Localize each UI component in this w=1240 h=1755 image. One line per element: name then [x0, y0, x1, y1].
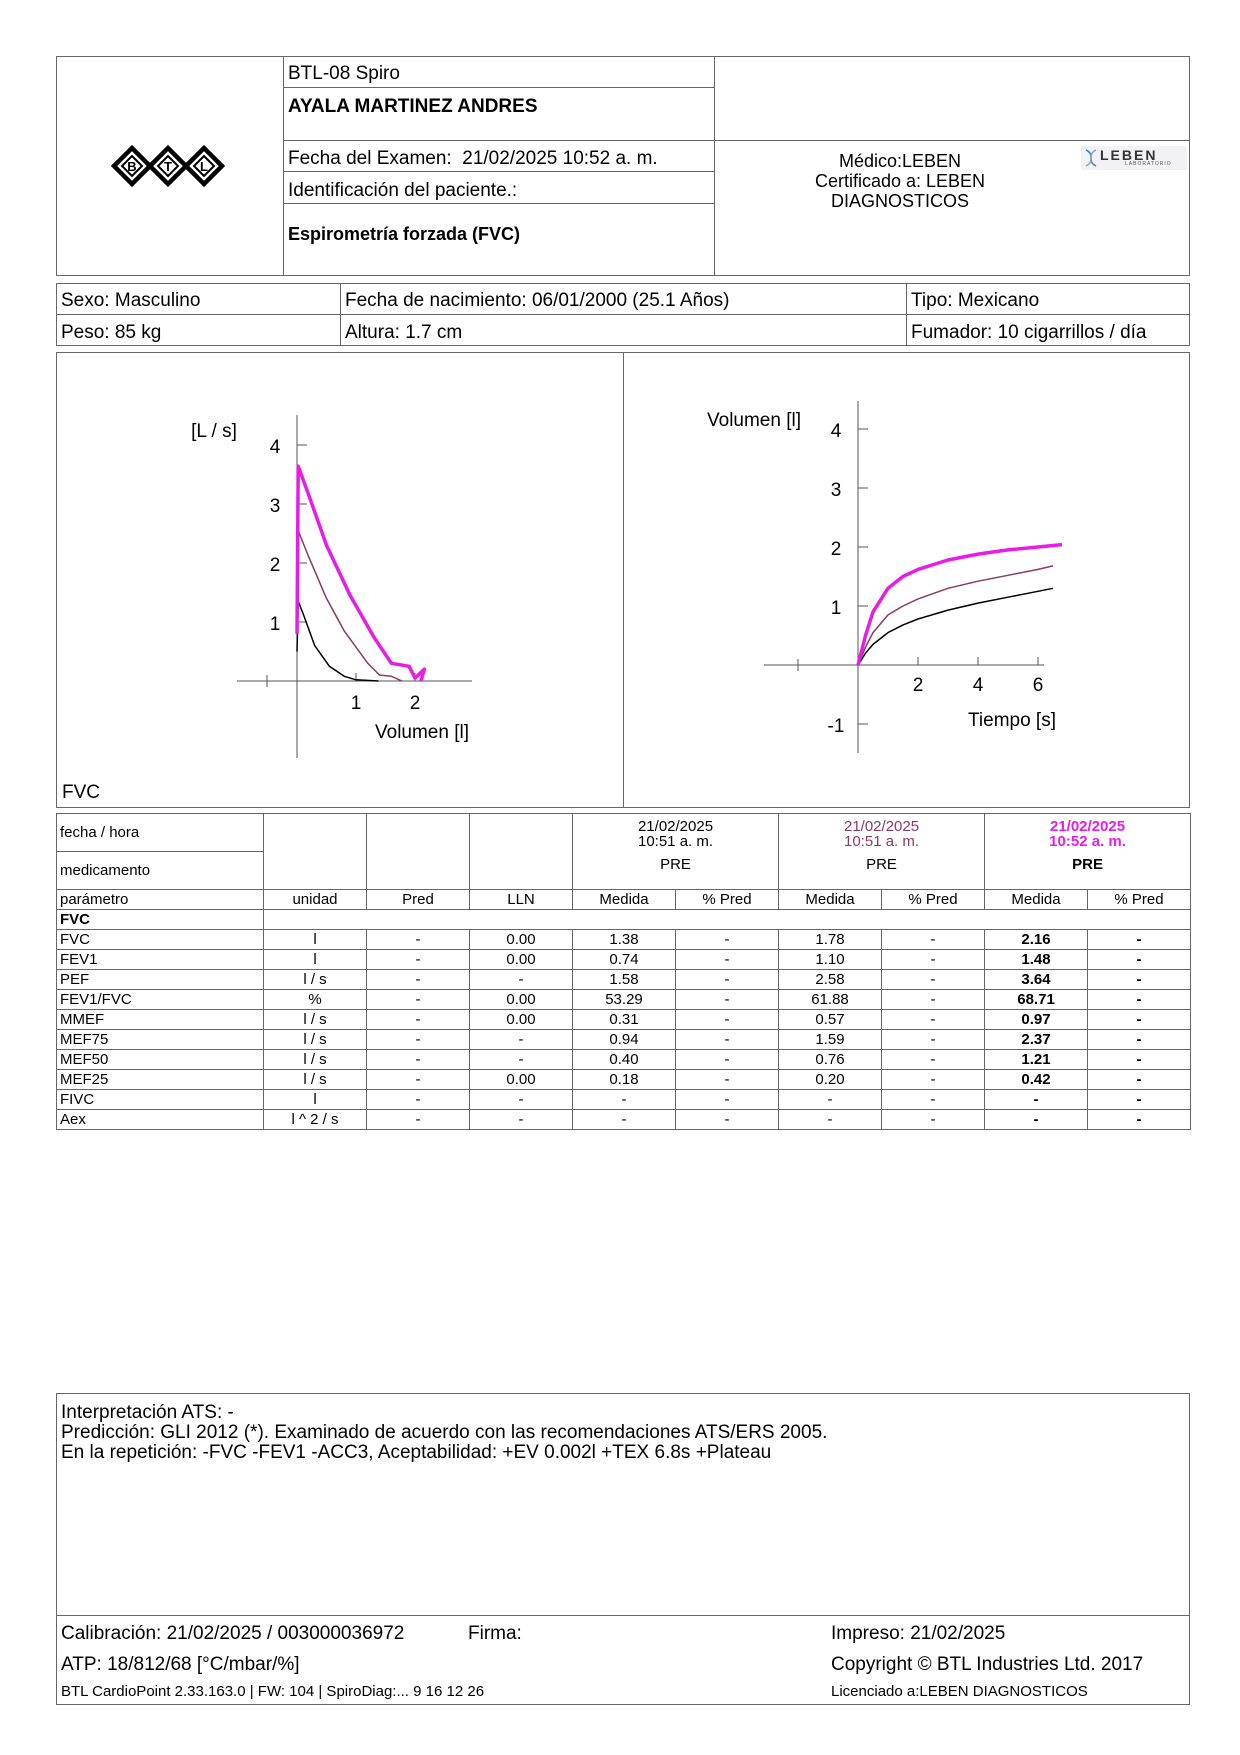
table-cell: -: [676, 990, 779, 1010]
y-axis-label: Volumen [l]: [707, 410, 801, 431]
table-row: [57, 990, 1191, 1010]
table-cell: -: [882, 1010, 985, 1030]
dna-icon: [1084, 149, 1098, 167]
table-cell: l / s: [264, 1030, 367, 1050]
empty-cell: [264, 814, 367, 890]
table-cell: -: [367, 1050, 470, 1070]
printed-date: Impreso: 21/02/2025: [831, 1623, 1006, 1644]
parameter-name: PEF: [57, 970, 264, 990]
y-tick-label: 4: [269, 437, 281, 458]
x-tick-label: 2: [409, 693, 421, 714]
section-label: FVC: [57, 910, 264, 930]
trial-time: 10:51 a. m.: [637, 833, 714, 850]
repetition-note: En la repetición: -FVC -FEV1 -ACC3, Aceptabilidad: +EV 0.002l +TEX 6.8s +Plateau: [61, 1442, 772, 1463]
y-tick-label: 3: [830, 480, 842, 501]
column-header: % Pred: [676, 890, 779, 910]
column-header: parámetro: [57, 890, 264, 910]
table-cell: 0.76: [779, 1050, 882, 1070]
table-cell: 1.21: [985, 1050, 1088, 1070]
y-tick-label: 2: [269, 555, 281, 576]
table-cell: -: [676, 1050, 779, 1070]
table-cell: -: [882, 950, 985, 970]
table-row: [57, 950, 1191, 970]
table-cell: 1.38: [573, 930, 676, 950]
table-cell: l: [264, 1090, 367, 1110]
measurements-table: [56, 813, 1191, 1130]
table-cell: -: [470, 1050, 573, 1070]
table-cell: 0.00: [470, 990, 573, 1010]
section-row: [57, 910, 1191, 930]
y-tick-label: 1: [830, 598, 842, 619]
x-tick-label: 6: [1032, 675, 1044, 696]
table-cell: -: [676, 970, 779, 990]
table-cell: 0.74: [573, 950, 676, 970]
trial-medication: PRE: [866, 856, 897, 873]
empty-cell: [470, 814, 573, 890]
trial-header: [573, 814, 779, 890]
table-cell: l / s: [264, 1070, 367, 1090]
table-cell: -: [676, 1090, 779, 1110]
table-cell: -: [676, 1110, 779, 1130]
height: Altura: 1.7 cm: [345, 322, 463, 343]
table-cell: 1.48: [985, 950, 1088, 970]
table-cell: 0.00: [470, 1010, 573, 1030]
parameter-name: MEF75: [57, 1030, 264, 1050]
parameter-name: MEF50: [57, 1050, 264, 1070]
column-header: % Pred: [1088, 890, 1191, 910]
trial-date: 21/02/2025: [637, 818, 714, 835]
svg-text:T: T: [164, 159, 172, 174]
parameter-name: FVC: [57, 930, 264, 950]
table-cell: 1.10: [779, 950, 882, 970]
table-cell: -: [367, 1010, 470, 1030]
table-cell: -: [1088, 1090, 1191, 1110]
table-cell: 0.00: [470, 1070, 573, 1090]
doctor-info: [760, 150, 1040, 212]
table-cell: 0.00: [470, 950, 573, 970]
table-cell: 0.20: [779, 1070, 882, 1090]
series-line-1: [858, 588, 1053, 665]
trial-medication: PRE: [1072, 856, 1103, 873]
table-cell: 68.71: [985, 990, 1088, 1010]
parameter-name: FEV1/FVC: [57, 990, 264, 1010]
table-cell: -: [882, 1110, 985, 1130]
svg-text:B: B: [127, 159, 137, 174]
atp: ATP: 18/812/68 [°C/mbar/%]: [61, 1654, 300, 1675]
column-header: Medida: [985, 890, 1088, 910]
empty-cell: [367, 814, 470, 890]
y-tick-label: 4: [830, 421, 842, 442]
table-cell: -: [1088, 970, 1191, 990]
table-cell: -: [676, 1010, 779, 1030]
table-cell: 0.40: [573, 1050, 676, 1070]
table-cell: l: [264, 930, 367, 950]
patient-id-label: Identificación del paciente.:: [288, 180, 518, 201]
x-tick-label: 4: [972, 675, 984, 696]
table-header-row: [57, 814, 1191, 852]
table-cell: -: [1088, 990, 1191, 1010]
svg-text:L: L: [200, 159, 208, 174]
column-header-row: [57, 890, 1191, 910]
table-cell: -: [367, 1110, 470, 1130]
table-cell: 2.16: [985, 930, 1088, 950]
table-cell: -: [573, 1090, 676, 1110]
table-cell: -: [882, 930, 985, 950]
table-cell: -: [470, 1090, 573, 1110]
lab-logo-sub: LABORATORIO: [1125, 161, 1172, 167]
table-cell: -: [882, 990, 985, 1010]
table-cell: -: [676, 950, 779, 970]
table-row: [57, 1110, 1191, 1130]
sex: Sexo: Masculino: [61, 290, 201, 311]
table-cell: 1.58: [573, 970, 676, 990]
table-cell: 2.37: [985, 1030, 1088, 1050]
patient-type: Tipo: Mexicano: [911, 290, 1040, 311]
column-header: Pred: [367, 890, 470, 910]
table-row: [57, 1010, 1191, 1030]
table-cell: -: [573, 1110, 676, 1130]
table-cell: %: [264, 990, 367, 1010]
exam-date: [288, 148, 658, 170]
column-header: unidad: [264, 890, 367, 910]
table-cell: -: [367, 950, 470, 970]
exam-date-value: 21/02/2025 10:52 a. m.: [462, 148, 658, 169]
lab-logo-text: LEBEN: [1100, 147, 1158, 163]
trial-header: [985, 814, 1191, 890]
lab-logo: [1081, 146, 1187, 170]
table-row: [57, 1090, 1191, 1110]
table-cell: 0.31: [573, 1010, 676, 1030]
device-name: BTL-08 Spiro: [288, 63, 400, 84]
table-cell: 0.97: [985, 1010, 1088, 1030]
btl-logo-icon: [110, 138, 230, 194]
table-cell: l ^ 2 / s: [264, 1110, 367, 1130]
table-row: [57, 1070, 1191, 1090]
medicamento-label: medicamento: [57, 852, 264, 890]
table-cell: 0.18: [573, 1070, 676, 1090]
table-cell: -: [676, 1030, 779, 1050]
table-cell: 1.78: [779, 930, 882, 950]
table-cell: -: [367, 1030, 470, 1050]
table-cell: -: [1088, 1050, 1191, 1070]
table-cell: -: [985, 1090, 1088, 1110]
table-row: [57, 1050, 1191, 1070]
table-cell: 0.00: [470, 930, 573, 950]
parameter-name: MMEF: [57, 1010, 264, 1030]
table-cell: -: [470, 1110, 573, 1130]
table-cell: -: [985, 1110, 1088, 1130]
empty-cell: [264, 910, 1191, 930]
volume-time-chart: [624, 353, 1189, 807]
calibration: Calibración: 21/02/2025 / 003000036972: [61, 1623, 405, 1644]
table-cell: -: [882, 970, 985, 990]
exam-date-label: Fecha del Examen:: [288, 148, 452, 169]
table-cell: l / s: [264, 1050, 367, 1070]
table-cell: -: [470, 970, 573, 990]
table-cell: -: [882, 1090, 985, 1110]
software-version: BTL CardioPoint 2.33.163.0 | FW: 104 | SpiroDiag:... 9 16 12 26: [61, 1683, 485, 1700]
table-cell: -: [470, 1030, 573, 1050]
doctor-line-1: Médico:LEBEN: [838, 151, 962, 171]
table-cell: 3.64: [985, 970, 1088, 990]
test-name: Espirometría forzada (FVC): [288, 224, 521, 244]
table-cell: l: [264, 950, 367, 970]
prediction-note: Predicción: GLI 2012 (*). Examinado de acuerdo con las recomendaciones ATS/ERS 2005.: [61, 1422, 828, 1443]
column-header: LLN: [470, 890, 573, 910]
parameter-name: Aex: [57, 1110, 264, 1130]
table-cell: 0.94: [573, 1030, 676, 1050]
table-cell: -: [1088, 1010, 1191, 1030]
trial-date: 21/02/2025: [1049, 818, 1126, 835]
y-tick-label: 2: [830, 539, 842, 560]
table-cell: -: [1088, 1070, 1191, 1090]
patient-id: [288, 180, 517, 202]
table-cell: -: [882, 1070, 985, 1090]
fecha-label: fecha / hora: [57, 814, 264, 852]
signature-label: Firma:: [468, 1623, 522, 1644]
table-cell: 0.42: [985, 1070, 1088, 1090]
patient-name: AYALA MARTINEZ ANDRES: [288, 96, 538, 117]
table-cell: -: [367, 1070, 470, 1090]
x-axis-label: Volumen [l]: [375, 722, 469, 743]
column-header: % Pred: [882, 890, 985, 910]
flow-volume-chart: [57, 353, 622, 807]
parameter-name: MEF25: [57, 1070, 264, 1090]
table-cell: -: [1088, 950, 1191, 970]
weight: Peso: 85 kg: [61, 322, 162, 343]
x-axis-label: Tiempo [s]: [968, 710, 1056, 731]
parameter-name: FEV1: [57, 950, 264, 970]
y-tick-label: 1: [269, 614, 281, 635]
table-cell: 53.29: [573, 990, 676, 1010]
table-cell: -: [1088, 930, 1191, 950]
series-line-1: [297, 601, 378, 681]
table-row: [57, 930, 1191, 950]
table-cell: -: [367, 930, 470, 950]
table-cell: 61.88: [779, 990, 882, 1010]
y-tick-label: 3: [269, 496, 281, 517]
doctor-line-3: DIAGNOSTICOS: [830, 191, 969, 211]
y-tick-label: -1: [827, 716, 845, 737]
table-cell: 2.58: [779, 970, 882, 990]
trial-header: [779, 814, 985, 890]
interpretation-ats: Interpretación ATS: -: [61, 1402, 234, 1423]
trial-time: 10:52 a. m.: [1049, 833, 1126, 850]
table-cell: l / s: [264, 970, 367, 990]
doctor-line-2: Certificado a: LEBEN: [814, 171, 986, 191]
license: Licenciado a:LEBEN DIAGNOSTICOS: [831, 1683, 1088, 1700]
panel-label: FVC: [62, 782, 100, 803]
parameter-name: FIVC: [57, 1090, 264, 1110]
table-cell: -: [882, 1050, 985, 1070]
table-cell: 1.59: [779, 1030, 882, 1050]
trial-time: 10:51 a. m.: [844, 833, 920, 850]
table-cell: -: [367, 970, 470, 990]
column-header: Medida: [573, 890, 676, 910]
series-line-2: [858, 566, 1053, 665]
column-header: Medida: [779, 890, 882, 910]
table-cell: -: [367, 1090, 470, 1110]
trial-medication: PRE: [660, 856, 691, 873]
table-row: [57, 1030, 1191, 1050]
table-row: [57, 970, 1191, 990]
table-cell: -: [1088, 1030, 1191, 1050]
table-cell: -: [676, 1070, 779, 1090]
table-cell: -: [1088, 1110, 1191, 1130]
table-cell: l / s: [264, 1010, 367, 1030]
y-axis-label: [L / s]: [191, 421, 237, 442]
copyright: Copyright © BTL Industries Ltd. 2017: [831, 1654, 1144, 1675]
birth-date: Fecha de nacimiento: 06/01/2000 (25.1 Años): [345, 290, 730, 311]
x-tick-label: 2: [912, 675, 924, 696]
table-cell: -: [779, 1110, 882, 1130]
x-tick-label: 1: [350, 693, 362, 714]
table-cell: -: [779, 1090, 882, 1110]
table-cell: 0.57: [779, 1010, 882, 1030]
trial-date: 21/02/2025: [843, 818, 920, 835]
table-cell: -: [882, 1030, 985, 1050]
smoker: Fumador: 10 cigarrillos / día: [911, 322, 1147, 343]
series-line-3: [858, 545, 1062, 665]
table-cell: -: [676, 930, 779, 950]
table-cell: -: [367, 990, 470, 1010]
